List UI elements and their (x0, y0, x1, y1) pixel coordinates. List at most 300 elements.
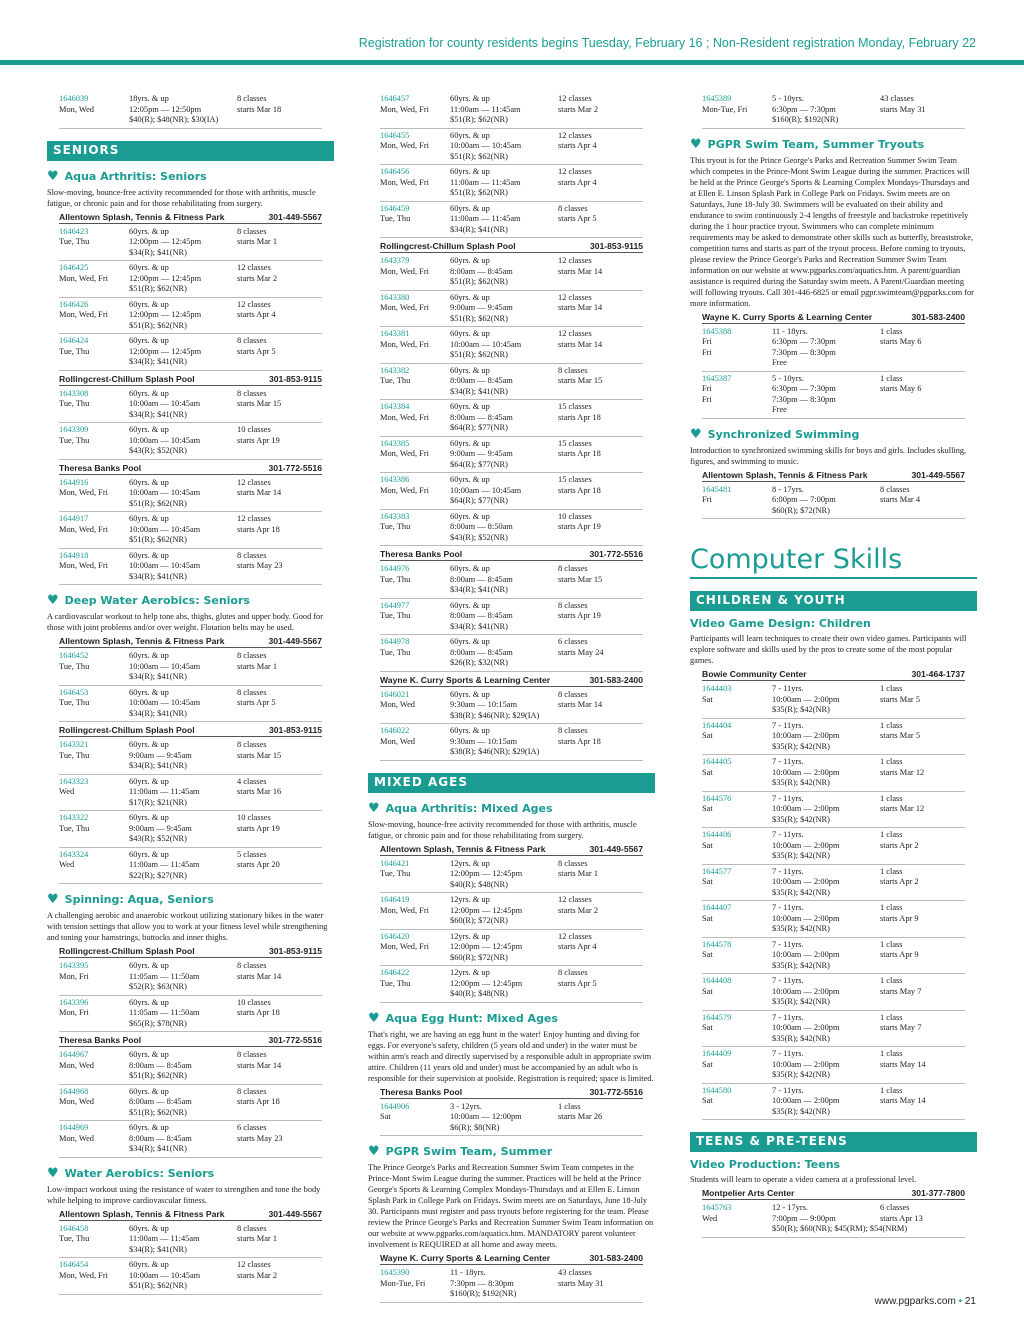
class-days: Sat (702, 1023, 713, 1032)
location-name: Allentown Splash, Tennis & Fitness Park (59, 636, 225, 646)
class-left (702, 903, 772, 935)
class-mid (450, 1102, 558, 1134)
class-fee: $35(R); $42(NR) (772, 814, 830, 824)
program-title (47, 1166, 334, 1181)
class-code[interactable]: 1644906 (380, 1101, 410, 1111)
class-days: Tue, Thu (59, 661, 90, 671)
class-time: 10:00am — 10:45am (129, 698, 201, 707)
class-count: 10 classes (237, 997, 271, 1007)
class-code[interactable]: 1645390 (380, 1268, 410, 1277)
class-code[interactable]: 1645763 (702, 1203, 732, 1212)
class-code[interactable]: 1646455 (380, 130, 410, 140)
location-row (702, 470, 965, 482)
location-row (59, 374, 322, 386)
heart-icon: ♥ (47, 892, 59, 907)
class-mid (129, 425, 237, 457)
class-days: Sat (702, 840, 713, 850)
class-left (380, 475, 450, 507)
class-left (59, 651, 129, 683)
class-mid (129, 478, 237, 510)
class-days: Mon, Wed, Fri (380, 485, 429, 495)
class-code[interactable]: 1643385 (380, 438, 410, 448)
class-fee: $51(R); $62(NR) (129, 535, 187, 544)
class-days: Mon, Fri (59, 971, 89, 981)
class-right (237, 227, 322, 259)
class-right (880, 1049, 965, 1081)
class-row (702, 1201, 965, 1238)
class-code[interactable]: 1643381 (380, 329, 410, 338)
class-code[interactable]: 1644917 (59, 514, 89, 523)
class-days: Mon, Wed (59, 1133, 94, 1143)
class-count: 12 classes (237, 514, 271, 523)
class-time: 10:00am — 2:00pm (772, 950, 840, 959)
class-code[interactable]: 1645388 (702, 326, 732, 336)
class-code[interactable]: 1644579 (702, 1012, 732, 1022)
class-fee: $34(R); $41(NR) (450, 386, 508, 396)
class-time: 10:00am — 2:00pm (772, 1059, 840, 1069)
program-description: A cardiovascular workout to help tone abs, thighs, glutes and upper body. Good for those with joint problems and/or over weight. Flotation belts may be used. (47, 612, 323, 632)
class-age: 11 - 18yrs. (772, 326, 808, 336)
class-row (59, 1222, 322, 1259)
class-code[interactable]: 1643309 (59, 425, 89, 434)
class-code[interactable]: 1644580 (702, 1085, 732, 1095)
class-row (702, 325, 965, 372)
class-age: 60yrs. & up (450, 438, 490, 448)
class-time: 10:00am — 2:00pm (772, 986, 840, 996)
class-code[interactable]: 1644916 (59, 477, 89, 487)
footer-dot: • (958, 1296, 963, 1307)
class-mid (450, 690, 558, 722)
class-time: 10:00am — 2:00pm (772, 913, 840, 923)
location-phone: 301-464-1737 (911, 669, 965, 679)
class-start: starts Mar 26 (558, 1112, 603, 1121)
class-mid (450, 366, 558, 398)
class-count: 12 classes (558, 256, 592, 265)
class-count: 10 classes (237, 425, 271, 434)
class-time: 10:00am — 12:00pm (450, 1112, 522, 1121)
class-age: 60yrs. & up (450, 94, 490, 103)
class-code[interactable]: 1646422 (380, 968, 410, 977)
program-title (690, 1158, 977, 1171)
class-code[interactable]: 1645481 (702, 484, 732, 494)
class-code[interactable]: 1643379 (380, 256, 410, 265)
class-count: 8 classes (558, 564, 588, 573)
class-code[interactable]: 1646419 (380, 895, 410, 904)
class-left (380, 1102, 450, 1134)
class-count: 43 classes (558, 1268, 592, 1277)
class-right (237, 777, 322, 809)
class-start: starts Mar 1 (558, 869, 599, 878)
class-code[interactable]: 1646420 (380, 931, 410, 941)
class-code[interactable]: 1644409 (702, 1049, 732, 1058)
class-fee: $35(R); $42(NR) (772, 1070, 830, 1079)
class-code[interactable]: 1646457 (380, 94, 410, 103)
class-row (380, 165, 643, 202)
class-left (702, 794, 772, 826)
class-mid (129, 551, 237, 583)
class-left (59, 777, 129, 809)
program-description: Introduction to synchronized swimming skills for boys and girls. Includes skulling, figures, and swimming to music. (690, 445, 967, 466)
class-row (380, 202, 643, 239)
class-code[interactable]: 1645387 (702, 373, 732, 383)
heart-icon: ♥ (690, 426, 702, 442)
class-code[interactable]: 1646458 (59, 1223, 89, 1233)
class-code[interactable]: 1646022 (380, 726, 410, 735)
class-row (380, 857, 643, 894)
class-row (380, 92, 643, 129)
class-count: 8 classes (558, 726, 588, 735)
location-row (702, 1188, 965, 1200)
program-title (690, 427, 977, 442)
class-left (380, 726, 450, 758)
class-days: Mon, Fri (59, 1008, 89, 1017)
class-start: starts Mar 1 (237, 1234, 278, 1243)
class-start: starts Apr 2 (880, 840, 919, 850)
class-time: 10:00am — 10:45am (129, 399, 201, 408)
class-right (558, 512, 643, 544)
class-time: 8:00am — 8:45am (129, 1097, 192, 1106)
class-code[interactable]: 1644978 (380, 637, 410, 646)
class-time: 12:05pm — 12:50pm (129, 104, 202, 114)
class-days: Mon, Wed (59, 104, 94, 114)
page-footer (875, 1296, 976, 1307)
class-mid (772, 1013, 880, 1045)
class-right (558, 167, 643, 199)
class-age: 60yrs. & up (129, 740, 169, 749)
class-time: 11:00am — 11:45am (129, 1234, 200, 1243)
class-time: 12:00pm — 12:45pm (450, 905, 523, 915)
class-start: starts Apr 13 (880, 1213, 923, 1223)
class-time: 9:00am — 9:45am (450, 449, 513, 458)
class-code[interactable]: 1644967 (59, 1050, 89, 1059)
class-right (880, 1203, 965, 1235)
class-left (380, 256, 450, 288)
program-description: The Prince George's Parks and Recreation Summer Swim Team competes in the Prince-Mont Swim League during the summer. Practices will be held at the Prince George's Sports & Learning Complex Mondays-Thursdays and at Ellen E. Linson Splash Park in College Park on Fridays. Swim meets are on Saturdays, June 18-July 30. Participants must register and pass tryouts before registering for the team. Please review the Prince George's Parks and Recreation Summer Swim Team information on our website at www.pgparks.com/aquatics.htm. MANDATORY parent volunteer involvement is REQUIRED at all home and away meets. (368, 1163, 654, 1249)
class-fee: $34(R); $41(NR) (129, 672, 187, 681)
class-mid (129, 227, 237, 259)
class-fee: $35(R); $42(NR) (772, 924, 830, 933)
class-row (702, 828, 965, 865)
heart-icon: ♥ (47, 168, 59, 184)
location-phone: 301-449-5567 (268, 211, 322, 222)
class-time: 7:30pm — 8:30pm (772, 347, 836, 357)
class-fee: $51(R); $62(NR) (450, 277, 508, 286)
class-age: 60yrs. & up (129, 776, 169, 786)
class-count: 8 classes (237, 550, 267, 560)
class-time: 11:00am — 11:45am (129, 787, 200, 796)
class-code[interactable]: 1646424 (59, 336, 89, 345)
class-code[interactable]: 1644404 (702, 720, 732, 730)
location-name: Rollingcrest-Chillum Splash Pool (59, 725, 195, 735)
location-row (702, 312, 965, 324)
class-code[interactable]: 1646039 (59, 94, 89, 103)
location-row (380, 675, 643, 687)
class-start: starts Mar 16 (237, 787, 282, 796)
class-count: 8 classes (237, 1223, 267, 1233)
class-right (880, 794, 965, 826)
class-code[interactable]: 1644407 (702, 903, 732, 912)
class-row (380, 635, 643, 672)
class-right (237, 1050, 322, 1082)
class-start: starts Mar 12 (880, 767, 925, 777)
class-code[interactable]: 1644918 (59, 550, 89, 560)
class-age: 60yrs. & up (129, 477, 169, 487)
class-start: starts Mar 15 (237, 399, 282, 408)
class-days: Mon, Wed, Fri (380, 266, 429, 276)
class-count: 12 classes (237, 299, 271, 309)
class-mid (450, 204, 558, 236)
class-code[interactable]: 1643308 (59, 388, 89, 398)
class-row (380, 562, 643, 599)
class-age: 60yrs. & up (450, 203, 490, 213)
class-count: 43 classes (880, 94, 914, 103)
class-left (702, 867, 772, 899)
class-mid (772, 757, 880, 789)
class-left (380, 968, 450, 1000)
class-row (59, 1121, 322, 1158)
class-row (380, 688, 643, 725)
class-right (237, 1224, 322, 1256)
class-row (59, 686, 322, 723)
class-code[interactable]: 1644403 (702, 684, 732, 693)
program-description: Slow-moving, bounce-free activity recommended for those with arthritis, muscle fatigue, or chronic pain and for those rehabilitating from surgery. (47, 187, 316, 208)
class-fee: $51(R); $62(NR) (450, 188, 508, 197)
class-count: 12 classes (558, 94, 592, 103)
class-code[interactable]: 1643322 (59, 813, 89, 822)
class-time: 10:00am — 2:00pm (772, 1096, 840, 1105)
class-time: 12:00pm — 12:45pm (129, 273, 202, 283)
class-start: starts Apr 5 (237, 346, 276, 356)
class-start: starts May 23 (237, 561, 283, 570)
class-left (380, 293, 450, 325)
class-time: 10:00am — 2:00pm (772, 767, 840, 777)
class-age: 8 - 17yrs. (772, 484, 804, 494)
class-code[interactable]: 1643386 (380, 475, 410, 484)
class-code[interactable]: 1643396 (59, 997, 89, 1007)
class-start: starts Apr 18 (237, 524, 280, 534)
class-fee: Free (772, 405, 787, 414)
class-left (59, 551, 129, 583)
class-age: 60yrs. & up (450, 637, 490, 646)
class-age: 60yrs. & up (129, 1050, 169, 1059)
class-time: 9:00am — 9:45am (450, 303, 513, 312)
class-count: 8 classes (237, 388, 267, 398)
location-row (380, 1253, 643, 1265)
location-phone: 301-772-5516 (268, 1035, 322, 1045)
class-days: Mon, Wed, Fri (380, 104, 429, 114)
class-left (59, 998, 129, 1030)
class-code[interactable]: 1646421 (380, 858, 410, 868)
class-right (558, 329, 643, 361)
class-fee: $52(R); $63(NR) (129, 982, 187, 991)
class-row (59, 1048, 322, 1085)
class-code[interactable]: 1646456 (380, 167, 410, 176)
class-code[interactable]: 1646459 (380, 203, 410, 213)
class-age: 7 - 11yrs. (772, 1012, 804, 1022)
class-code[interactable]: 1646425 (59, 263, 89, 272)
class-age: 60yrs. & up (450, 564, 490, 573)
class-fee: $160(R); $192(NR) (772, 115, 839, 124)
class-code[interactable]: 1643323 (59, 776, 89, 786)
class-code[interactable]: 1646453 (59, 687, 89, 697)
class-code[interactable]: 1644976 (380, 564, 410, 573)
class-code[interactable]: 1643321 (59, 740, 89, 749)
class-count: 10 classes (558, 511, 592, 521)
class-code[interactable]: 1644577 (702, 866, 732, 876)
class-start: starts Mar 12 (880, 804, 925, 813)
class-start: starts Mar 15 (558, 574, 603, 584)
class-code[interactable]: 1646021 (380, 689, 410, 699)
class-row (380, 129, 643, 166)
class-age: 60yrs. & up (129, 1086, 169, 1096)
class-mid (129, 1050, 237, 1082)
class-time: 10:00am — 10:45am (129, 561, 201, 570)
class-time: 11:00am — 11:45am (129, 860, 200, 869)
class-code[interactable]: 1643324 (59, 849, 89, 859)
program-title-text: Synchronized Swimming (707, 427, 860, 441)
class-time: 10:00am — 2:00pm (772, 804, 840, 813)
class-days: Sat (702, 731, 713, 740)
class-mid (129, 336, 237, 368)
class-code[interactable]: 1645389 (702, 94, 732, 103)
class-count: 12 classes (558, 931, 592, 941)
class-count: 8 classes (237, 94, 267, 103)
class-start: starts Mar 14 (558, 266, 603, 276)
program-title-text: Spinning: Aqua, Seniors (64, 893, 214, 906)
class-row (59, 1085, 322, 1122)
class-mid (450, 293, 558, 325)
class-code[interactable]: 1643382 (380, 365, 410, 375)
class-code[interactable]: 1644405 (702, 757, 732, 766)
class-mid (772, 794, 880, 826)
class-fee: $35(R); $42(NR) (772, 778, 830, 787)
program-description: Participants will learn techniques to create their own video games. Participants will explore software and skills used by the pros to create some of the most popular games. (690, 634, 967, 665)
class-age: 60yrs. & up (450, 475, 490, 484)
location-row (702, 669, 965, 681)
class-count: 1 class (880, 1012, 903, 1022)
class-left (702, 1203, 772, 1235)
class-code[interactable]: 1646426 (59, 299, 89, 309)
class-fee: $51(R); $62(NR) (129, 320, 187, 330)
class-row (702, 755, 965, 792)
class-left (59, 961, 129, 993)
class-age: 60yrs. & up (450, 256, 490, 265)
class-mid (450, 1268, 558, 1300)
class-code[interactable]: 1646452 (59, 651, 89, 660)
class-days: Mon, Wed, Fri (380, 412, 429, 422)
class-fee: $51(R); $62(NR) (450, 115, 508, 124)
class-code[interactable]: 1644578 (702, 939, 732, 949)
class-mid (450, 94, 558, 126)
class-mid (772, 903, 880, 935)
class-mid (450, 439, 558, 471)
location-phone: 301-449-5567 (589, 843, 643, 854)
class-fee: $51(R); $62(NR) (129, 1281, 187, 1290)
class-left (702, 1086, 772, 1118)
class-start: starts Apr 19 (237, 823, 280, 833)
location-phone: 301-377-7800 (911, 1188, 965, 1198)
class-left (380, 167, 450, 199)
class-code[interactable]: 1644969 (59, 1123, 89, 1132)
heart-icon: ♥ (368, 800, 380, 816)
class-count: 6 classes (558, 637, 588, 646)
class-left (380, 366, 450, 398)
class-time: 7:00pm — 9:00pm (772, 1213, 836, 1223)
class-row (59, 476, 322, 513)
location-row (59, 463, 322, 475)
class-start: starts Mar 15 (237, 750, 282, 760)
class-age: 60yrs. & up (450, 726, 490, 735)
class-right (558, 637, 643, 669)
class-count: 8 classes (237, 687, 267, 697)
class-days: Fri (702, 347, 712, 357)
class-code[interactable]: 1646423 (59, 226, 89, 236)
class-row (59, 649, 322, 686)
class-fee: $51(R); $62(NR) (129, 1107, 187, 1117)
program-description: This tryout is for the Prince George's Parks and Recreation Summer Swim Team which competes in the Prince-Mont Swim League during the summer. Practices will be held at the Prince George's Sports & Learning Complex Mondays-Thursdays and at Ellen E. Linson Splash Park in College Park on Fridays. Swim meets are on Saturdays, June 18-July 30. Swimmers will be evaluated on their ability and endurance to swim continuously 2-4 lengths of freestyle and backstroke repetitively during the 1 hour practice tryout. Swimmers who can complete minimum requirements may be asked to demonstrate other skills such as butterfly, breaststroke, competition turns and starts as part of the tryout process. Before coming to tryouts, please review the Prince George's Parks and Recreation Summer Swim Team information on our website at www.pgparks.com/aquatics.htm. A parent/guardian assistance is required during the Saturday swim meets. A Parent/Guardian meeting will following tryouts. Call 301-446-6825 or email pgpr.swimteam@pgparks.com for more information. (690, 155, 974, 308)
class-time: 8:00am — 8:45am (450, 412, 513, 422)
class-row (59, 549, 322, 586)
class-code[interactable]: 1643383 (380, 511, 410, 521)
class-count: 12 classes (558, 329, 592, 338)
class-code[interactable]: 1644977 (380, 600, 410, 610)
class-left (59, 389, 129, 421)
class-right (237, 551, 322, 583)
class-code[interactable]: 1643380 (380, 292, 410, 302)
location-phone: 301-853-9115 (268, 725, 322, 735)
class-row (380, 364, 643, 401)
class-start: starts Mar 14 (237, 488, 282, 497)
class-mid (129, 777, 237, 809)
class-code[interactable]: 1644406 (702, 830, 732, 839)
class-left (59, 94, 129, 126)
class-right (880, 485, 965, 517)
class-mid (450, 601, 558, 633)
class-count: 8 classes (237, 226, 267, 236)
class-right (558, 726, 643, 758)
location-name: Theresa Banks Pool (380, 549, 463, 559)
class-fee: $34(R); $41(NR) (129, 761, 187, 770)
class-days: Mon, Wed, Fri (59, 561, 108, 570)
class-age: 60yrs. & up (129, 514, 169, 523)
class-left (702, 94, 772, 126)
class-mid (772, 830, 880, 862)
class-code[interactable]: 1644408 (702, 976, 732, 985)
program-description: Slow-moving, bounce-free activity recommended for those with arthritis, muscle fatigue, or chronic pain and for those rehabilitating from surgery. (368, 819, 637, 840)
program-title-text: Aqua Egg Hunt: Mixed Ages (385, 1011, 558, 1025)
class-right (237, 425, 322, 457)
class-age: 5 - 10yrs. (772, 373, 804, 383)
class-code[interactable]: 1644576 (702, 793, 732, 803)
class-code[interactable]: 1646454 (59, 1260, 89, 1269)
heart-icon: ♥ (690, 136, 702, 152)
class-start: starts Mar 5 (880, 694, 921, 704)
class-days: Fri (702, 384, 712, 393)
class-start: starts Apr 4 (558, 942, 597, 951)
class-code[interactable]: 1643384 (380, 402, 410, 411)
class-right (558, 402, 643, 434)
class-time: 11:05am — 11:50am (129, 1008, 200, 1017)
class-code[interactable]: 1643395 (59, 961, 89, 970)
class-left (380, 1268, 450, 1300)
location-phone: 301-853-9115 (589, 241, 643, 251)
class-days: Tue, Thu (380, 647, 411, 657)
class-start: starts Mar 4 (880, 495, 921, 504)
class-count: 12 classes (237, 263, 271, 272)
class-mid (129, 300, 237, 332)
class-code[interactable]: 1644968 (59, 1086, 89, 1096)
class-right (558, 293, 643, 325)
